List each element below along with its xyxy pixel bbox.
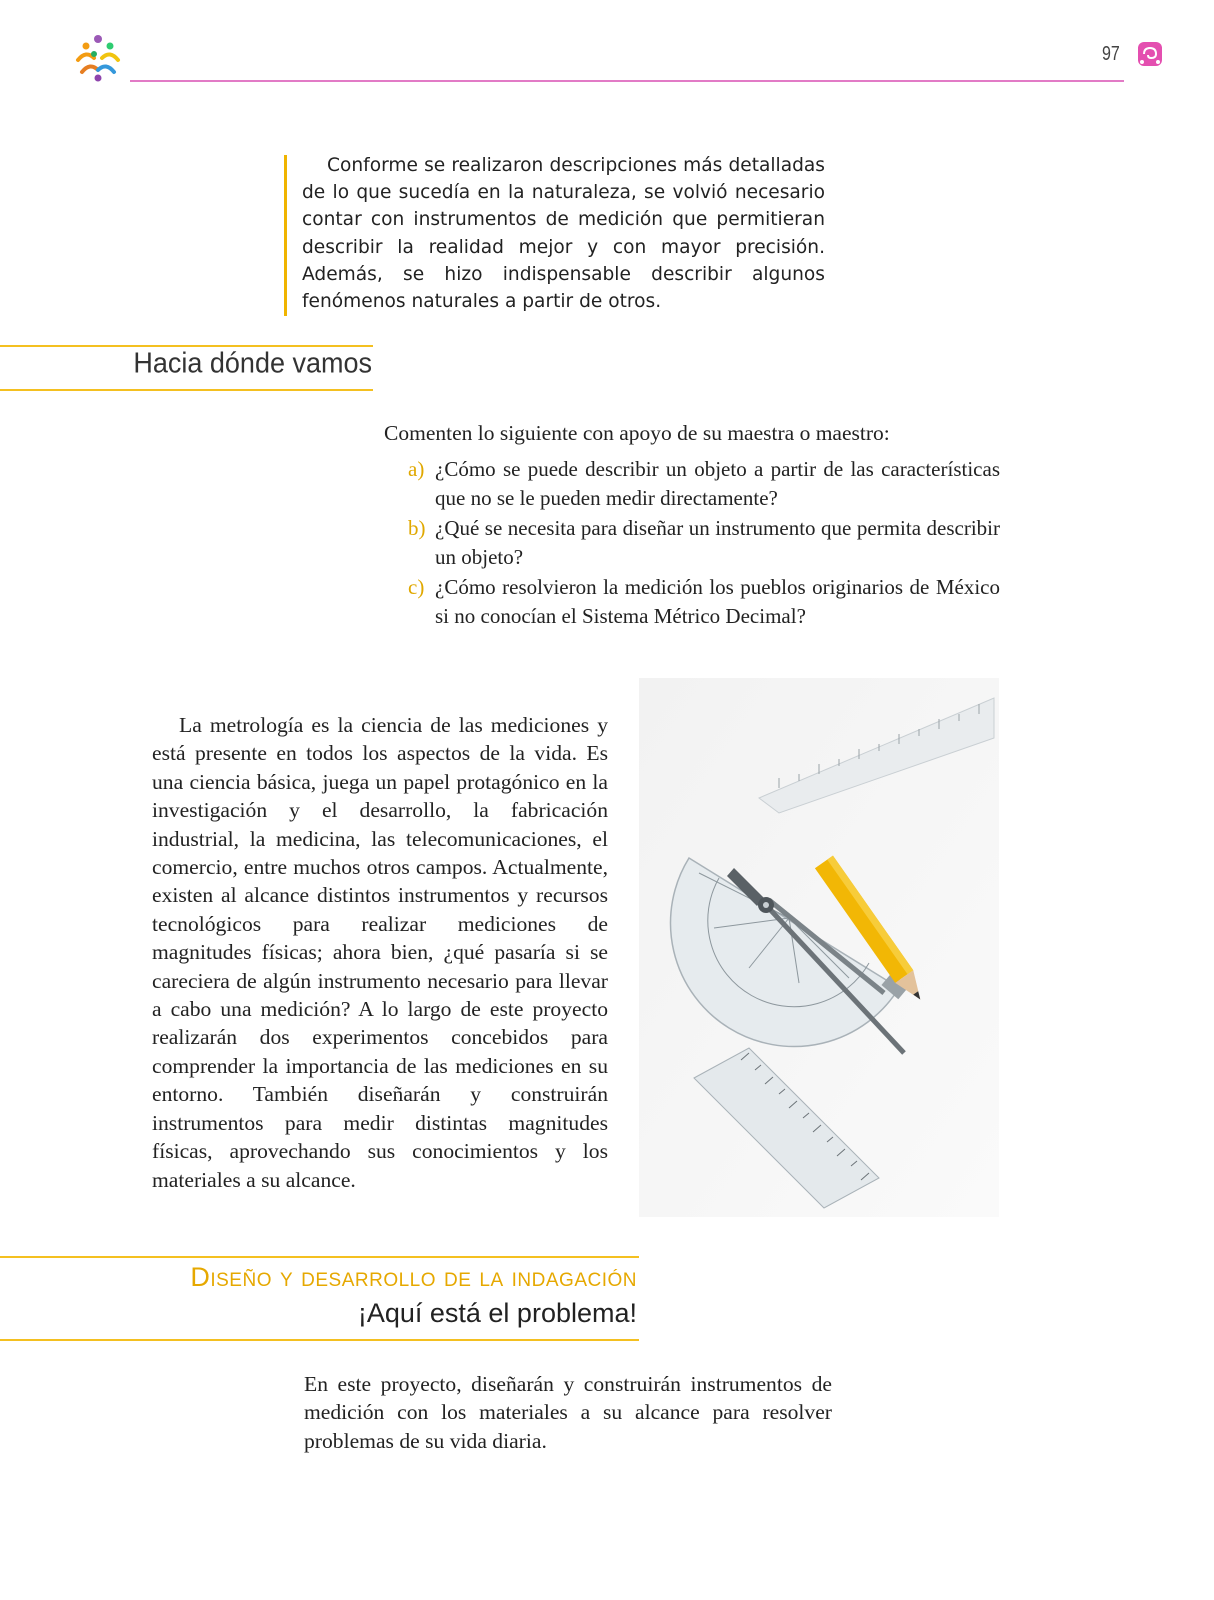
metrology-paragraph: La metrología es la ciencia de las mediciones y está presente en todos los aspectos de la vida. Es una ciencia básica, juega un papel protagónico en la investigación y el desarrollo, la fabricación industrial, la medicina, las telecomunicaciones, el comercio, entre muchos otros campos. Actualmente, existen al alcance distintos instrumentos y recursos tecnológicos para realizar mediciones de magnitudes físicas; ahora bien, ¿qué pasaría si se careciera de algún instrumento necesario para llevar a cabo una medición? A lo largo de este proyecto realizarán dos experimentos concebidos para comprender la importancia de las mediciones en su entorno. También diseñarán y construirán instrumentos para medir distintas magnitudes físicas, aprovechando sus conocimientos y los materiales a su alcance. <box>152 713 608 1192</box>
section-heading: Hacia dónde vamos <box>133 347 372 379</box>
project-paragraph: En este proyecto, diseñarán y construirán instrumentos de medición con los materiales a su alcance para resolver problemas de su vida diaria. <box>304 1372 832 1453</box>
heading-rule-bottom <box>0 1339 639 1341</box>
intro-paragraph: Conforme se realizaron descripciones más detalladas de lo que sucedía en la naturaleza, se volvió necesario contar con instrumentos de medición que permitieran describir la realidad mejor y con mayor precisión. Además, se hizo indispensable describir algunos fenómenos naturales a partir de otros. <box>302 155 825 313</box>
colorful-figures-logo-icon <box>72 32 124 84</box>
question-item <box>408 573 1000 631</box>
section-heading-primary: Diseño y desarrollo de la indagación <box>190 1262 637 1292</box>
page-number: 97 <box>1102 43 1120 65</box>
question-letter: c) <box>408 575 425 599</box>
question-item <box>408 455 1000 513</box>
header-rule <box>130 80 1124 82</box>
heading-rule-bottom <box>0 389 373 391</box>
section-heading-secondary: ¡Aquí está el problema! <box>357 1298 637 1328</box>
question-text: ¿Cómo se puede describir un objeto a partir de las características que no se le pueden medir directamente? <box>435 457 1000 510</box>
measuring-instruments-photo <box>639 678 999 1217</box>
pink-glyph-icon <box>1136 40 1164 68</box>
question-text: ¿Qué se necesita para diseñar un instrumento que permita describir un objeto? <box>435 516 1000 569</box>
question-letter: b) <box>408 516 426 540</box>
question-text: ¿Cómo resolvieron la medición los pueblos originarios de México si no conocían el Sistema Métrico Decimal? <box>435 575 1000 628</box>
comment-intro: Comenten lo siguiente con apoyo de su maestra o maestro: <box>384 421 890 445</box>
heading-rule-top <box>0 1256 639 1258</box>
question-item <box>408 514 1000 572</box>
question-letter: a) <box>408 457 425 481</box>
intro-accent-bar <box>284 155 287 316</box>
